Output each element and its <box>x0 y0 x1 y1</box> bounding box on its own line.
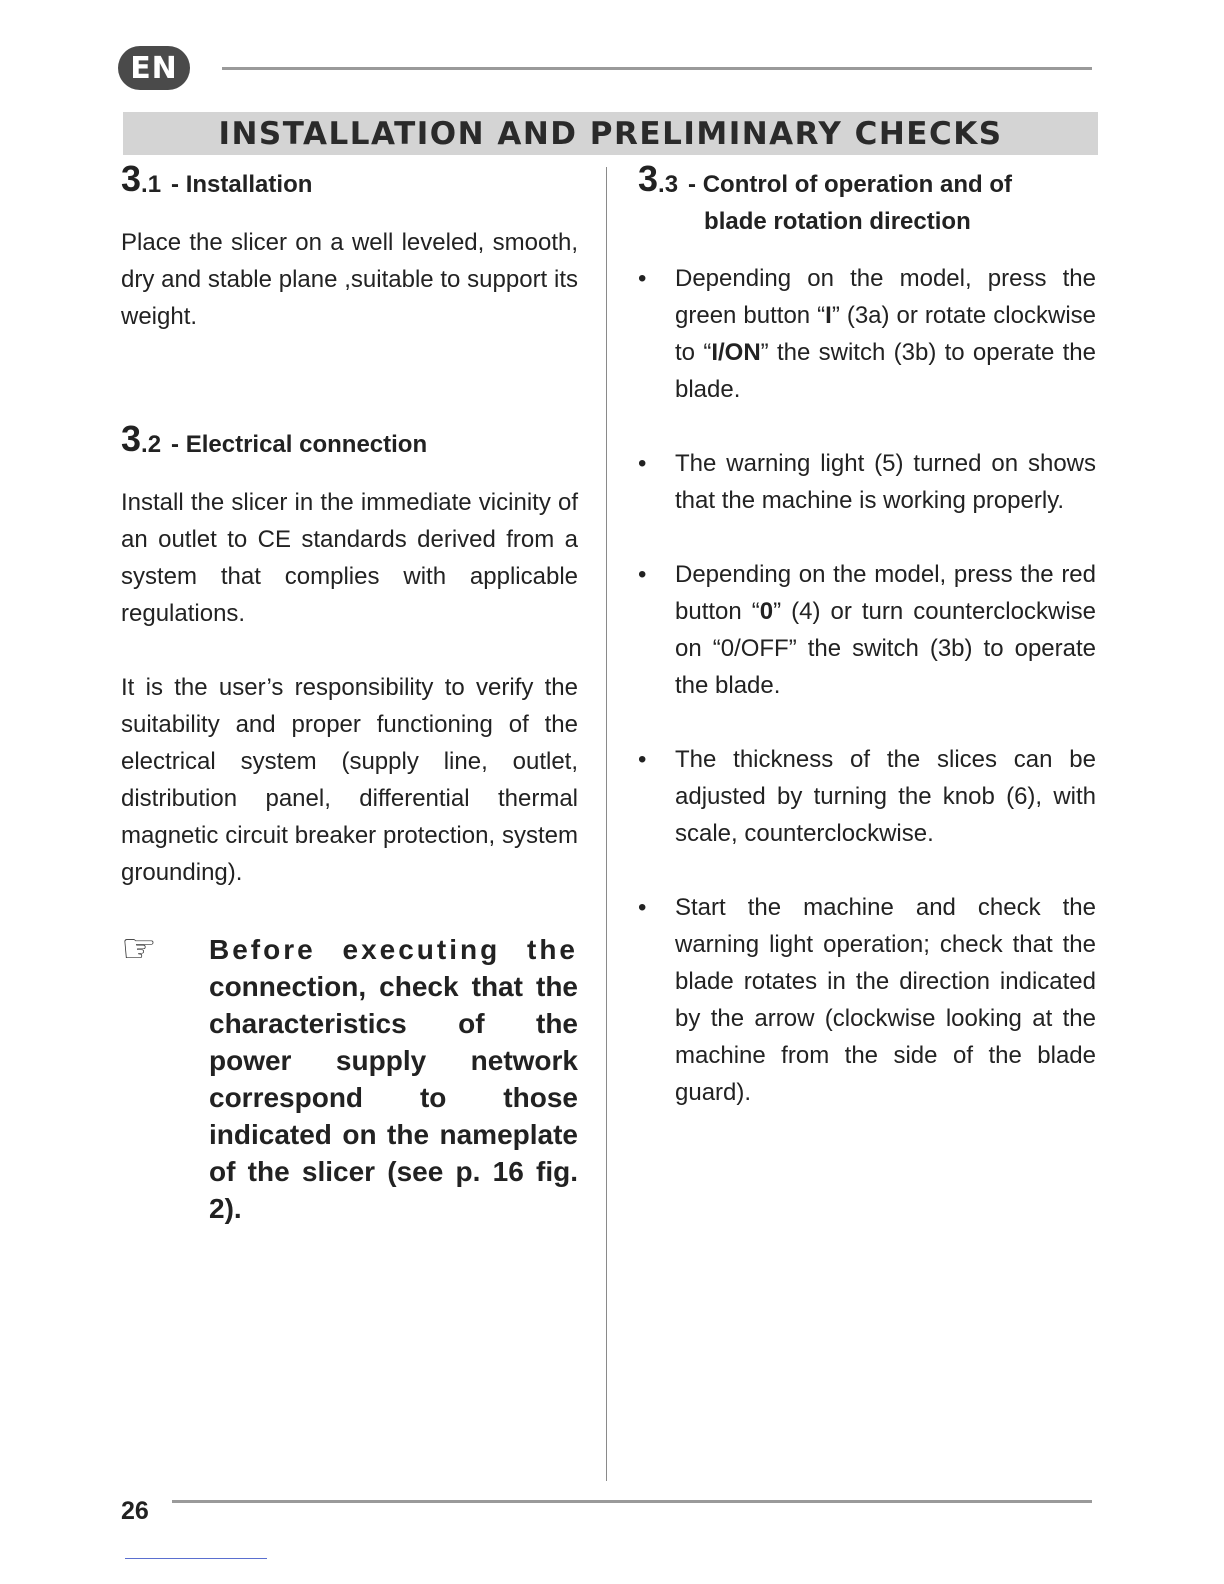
bullet-text: Start the machine and check the warning light operation; check that the blade rotates in the direction indicated by the arrow (clockwise looking at the machine from the side of the blade guard). <box>675 894 1096 1106</box>
section-3-2-heading <box>121 420 578 463</box>
operation-bullets <box>638 260 1096 1111</box>
electrical-text-1: Install the slicer in the immediate vicinity of an outlet to CE standards derived from a system that complies with applicable regulations. <box>121 489 578 627</box>
section-3-3-heading <box>638 160 1096 240</box>
list-item <box>638 445 1096 519</box>
bullet-text: The thickness of the slices can be adjusted by turning the knob (6), with scale, counterclockwise. <box>675 746 1096 847</box>
list-item <box>638 889 1096 1111</box>
list-item <box>638 260 1096 408</box>
warning-note <box>121 926 578 1227</box>
bullet-text: Depending on the model, press the red button “0” (4) or turn counterclockwise on “0/OFF” the switch (3b) to operate the blade. <box>675 561 1096 699</box>
column-divider <box>606 167 607 1481</box>
language-badge: EN <box>118 46 190 90</box>
title-bar <box>123 112 1098 155</box>
page-title: INSTALLATION AND PRELIMINARY CHECKS <box>218 115 1003 152</box>
section-3-1-heading <box>121 160 578 203</box>
right-column <box>638 160 1096 1148</box>
section-subnumber: .3 <box>658 171 679 198</box>
section-number: 3 <box>121 418 142 459</box>
list-item <box>638 741 1096 852</box>
bullet: • <box>638 450 647 477</box>
bullet-text: The warning light (5) turned on shows that the machine is working properly. <box>675 450 1096 514</box>
section-subnumber: .1 <box>141 171 162 198</box>
bullet: • <box>638 561 647 588</box>
section-subnumber: .2 <box>141 431 162 458</box>
bottom-blue-line <box>125 1558 267 1559</box>
section-label-line2: blade rotation direction <box>704 208 971 235</box>
section-label: - Electrical connection <box>171 431 428 458</box>
section-label <box>688 160 1012 240</box>
note-rest: connection, check that the characteristics of the power supply network correspond to those indicated on the nameplate of the slicer (see p. 16 fig. 2). <box>209 971 578 1224</box>
bottom-rule <box>172 1500 1092 1503</box>
left-column <box>121 160 578 1227</box>
installation-text: Place the slicer on a well leveled, smooth, dry and stable plane ,suitable to support its weight. <box>121 229 578 330</box>
bullet: • <box>638 746 647 773</box>
bullet-text: Depending on the model, press the green button “I” (3a) or rotate clockwise to “I/ON” the switch (3b) to operate the blade. <box>675 265 1097 403</box>
section-label-line1: - Control of operation and of <box>688 171 1012 198</box>
bullet: • <box>638 265 647 292</box>
bullet: • <box>638 894 647 921</box>
note-text <box>209 931 578 1227</box>
pointing-hand-icon: ☞ <box>121 926 157 972</box>
note-lead: Before executing the <box>209 934 578 965</box>
section-label: - Installation <box>171 171 313 198</box>
page-number: 26 <box>121 1497 149 1525</box>
section-number: 3 <box>121 158 142 199</box>
electrical-text-2: It is the user’s responsibility to verify the suitability and proper functioning of the electrical system (supply line, outlet, distribution panel, differential thermal magnetic circuit breaker protection, system grounding). <box>121 674 578 886</box>
top-rule <box>222 67 1092 70</box>
list-item <box>638 556 1096 704</box>
section-number: 3 <box>638 158 659 199</box>
